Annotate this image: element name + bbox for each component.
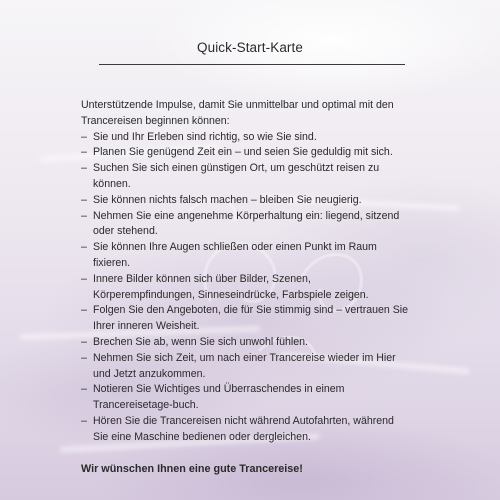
- list-item: [81, 161, 411, 193]
- bullet-dash: –: [81, 130, 87, 143]
- bullet-dash: –: [81, 414, 87, 427]
- list-item: [81, 272, 411, 304]
- card-content: [81, 98, 411, 477]
- impulse-list: [81, 130, 411, 446]
- list-item: [81, 240, 411, 272]
- intro-text: Unterstützende Impulse, damit Sie unmittelbar und optimal mit den Trancereisen beginnen können:: [81, 99, 394, 127]
- list-item-text: Notieren Sie Wichtiges und Überraschendes in einem Trancereisetage-buch.: [93, 383, 345, 412]
- list-item-text: Sie können nichts falsch machen – bleiben Sie neugierig.: [93, 193, 362, 206]
- card-title: Quick-Start-Karte: [197, 40, 303, 55]
- list-item: [81, 303, 411, 335]
- bullet-dash: –: [81, 241, 87, 254]
- list-item: [81, 130, 411, 146]
- bullet-dash: –: [81, 146, 87, 159]
- list-item-text: Innere Bilder können sich über Bilder, Szenen, Körperempfindungen, Sinneseindrücke, Farbspiele zeigen.: [93, 272, 369, 301]
- list-item: [81, 335, 411, 351]
- bullet-dash: –: [81, 383, 87, 396]
- list-item-text: Brechen Sie ab, wenn Sie sich unwohl fühlen.: [93, 335, 308, 348]
- title-divider: [99, 64, 405, 65]
- list-item: [81, 145, 411, 161]
- list-item-text: Sie können Ihre Augen schließen oder einen Punkt im Raum fixieren.: [93, 241, 377, 269]
- bullet-dash: –: [81, 351, 87, 364]
- list-item: [81, 351, 411, 383]
- list-item-text: Sie und Ihr Erleben sind richtig, so wie Sie sind.: [93, 130, 317, 143]
- list-item: [81, 414, 411, 446]
- list-item-text: Suchen Sie sich einen günstigen Ort, um geschützt reisen zu können.: [93, 162, 380, 190]
- list-item-text: Folgen Sie den Angeboten, die für Sie stimmig sind – vertrauen Sie Ihrer inneren Weisheit.: [93, 304, 409, 333]
- list-item: [81, 193, 411, 209]
- bullet-dash: –: [81, 272, 87, 285]
- bullet-dash: –: [81, 209, 87, 222]
- list-item: [81, 382, 411, 414]
- list-item-text: Nehmen Sie sich Zeit, um nach einer Trancereise wieder im Hier und Jetzt anzukommen.: [93, 351, 396, 380]
- list-item-text: Planen Sie genügend Zeit ein – und seien Sie geduldig mit sich.: [93, 146, 393, 159]
- bullet-dash: –: [81, 335, 87, 348]
- closing-text: Wir wünschen Ihnen eine gute Trancereise!: [81, 462, 303, 475]
- list-item-text: Hören Sie die Trancereisen nicht während Autofahrten, während Sie eine Maschine bedienen oder dergleichen.: [93, 414, 394, 443]
- list-item: [81, 209, 411, 241]
- bullet-dash: –: [81, 162, 87, 175]
- list-item-text: Nehmen Sie eine angenehme Körperhaltung ein: liegend, sitzend oder stehend.: [93, 209, 400, 238]
- bullet-dash: –: [81, 304, 87, 317]
- bullet-dash: –: [81, 193, 87, 206]
